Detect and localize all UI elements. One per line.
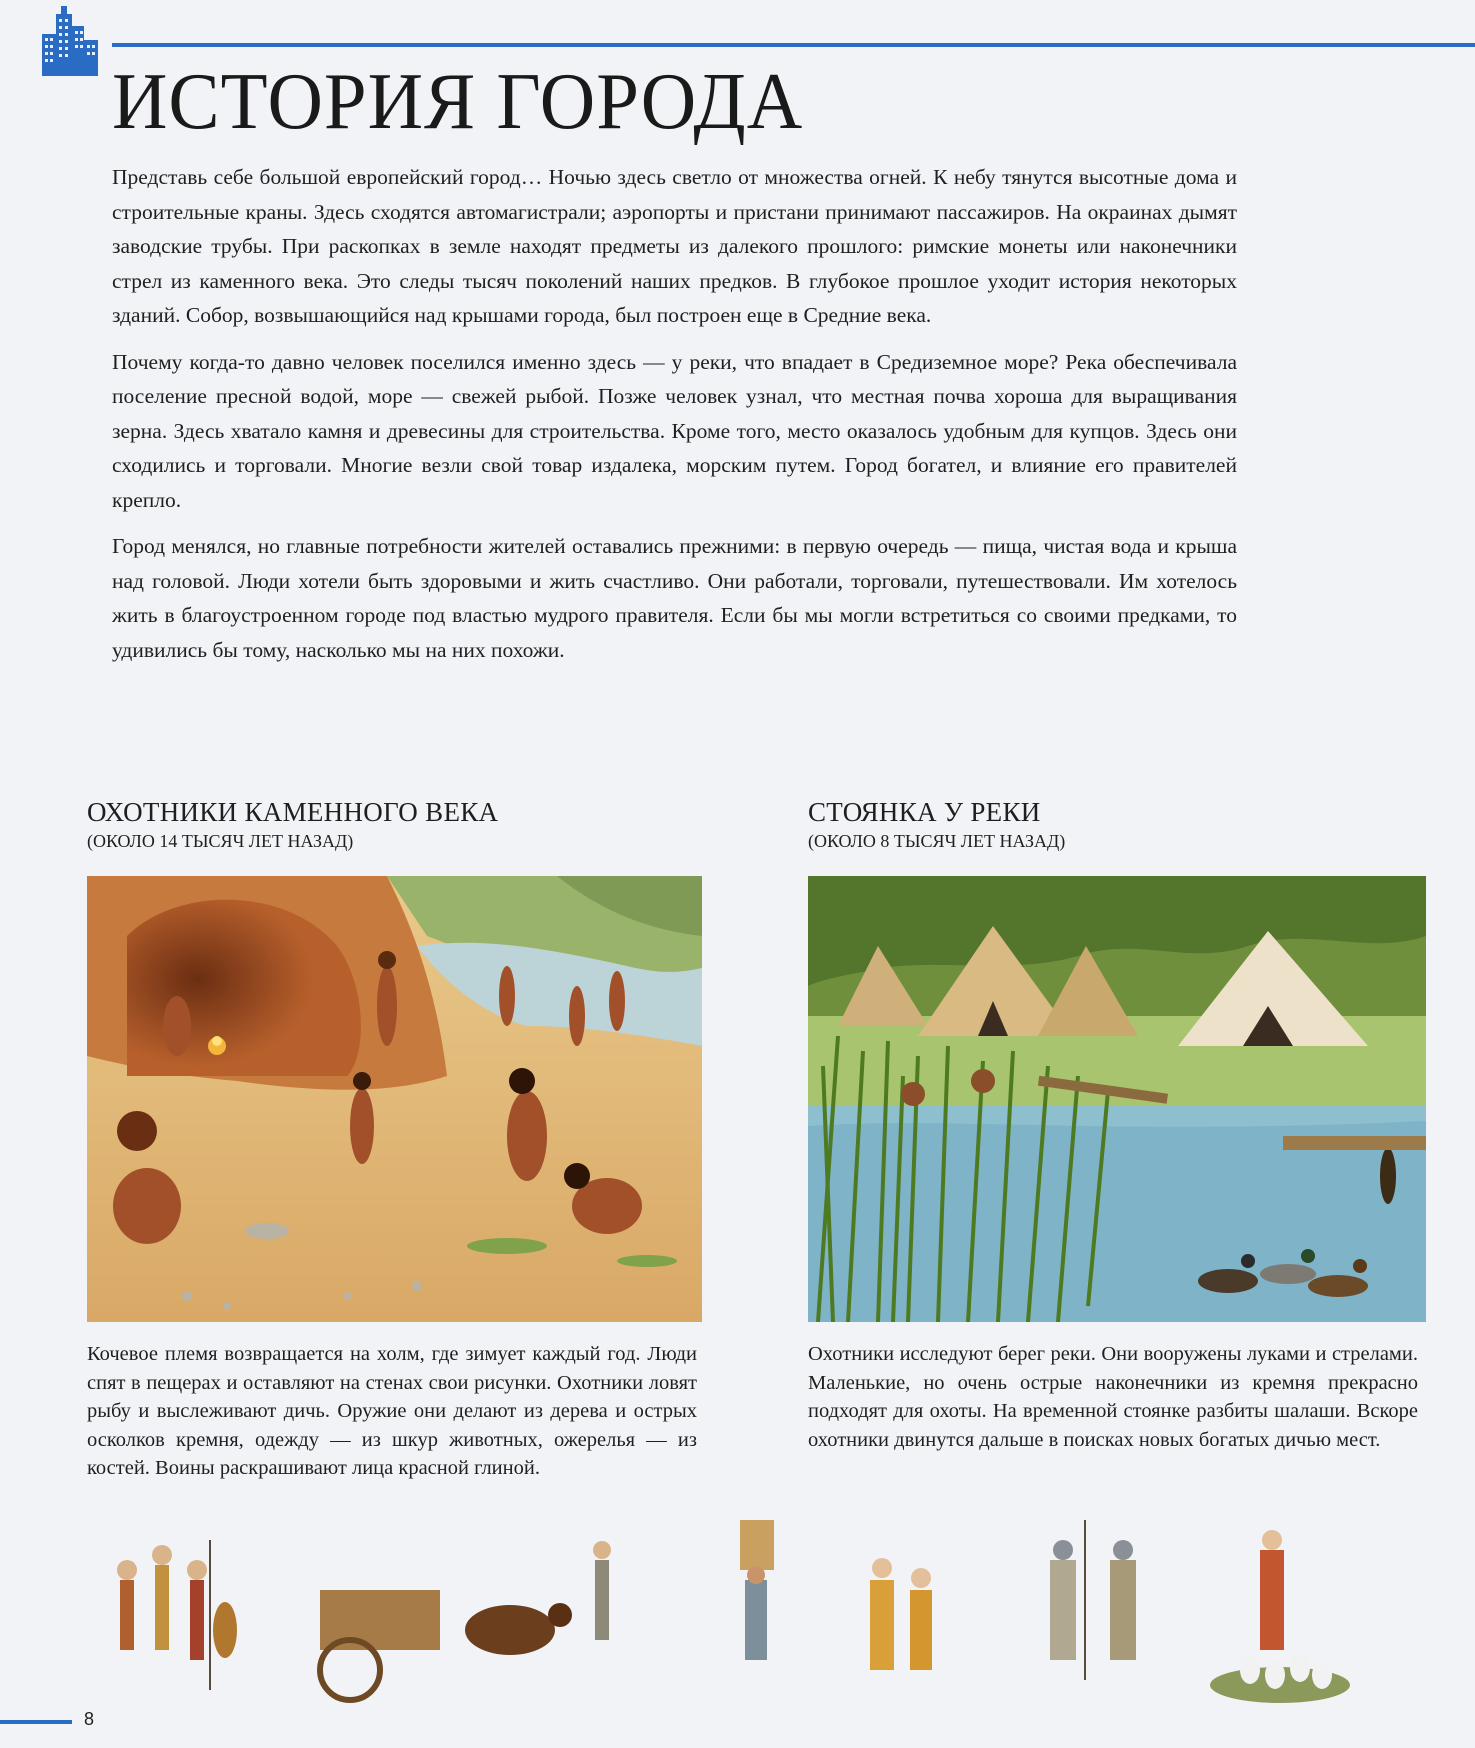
header-rule	[112, 43, 1475, 47]
intro-paragraph-2: Почему когда-то давно человек поселился именно здесь — у реки, что впадает в Средиземное море? Река обеспечивала поселение пресной водой, море — свежей рыбой. Позже человек узнал, что местная почва хороша для выращивания зерна. Здесь хватало камня и древесины для строительства. Кроме того, место оказалось удобным для купцов. Здесь они сходились и торговали. Многие везли свой товар издалека, морским путем. Город богател, и влияние его правителей крепло.	[112, 349, 1237, 512]
ox-cart-figure	[320, 1541, 611, 1700]
intro-paragraph-3: Город менялся, но главные потребности жителей оставались прежними: в первую очередь — пища, чистая вода и крыша над головой. Люди хотели быть здоровыми и жить счастливо. Они работали, торговали, путешествовали. Им хотелось жить в благоустроенном городе под властью мудрого правителя. Если бы мы могли встретиться со своими предками, то удивились бы тому, насколько мы на них похожи.	[112, 534, 1237, 662]
intro-text	[112, 160, 1237, 679]
hunters-caption: Кочевое племя возвращается на холм, где зимует каждый год. Люди спят в пещерах и оставляют на стенах свои рисунки. Охотники ловят рыбу и выслеживают дичь. Оружие они делают из дерева и острых осколков кремня, одежду — из шкур животных, ожерелья — из костей. Воины раскрашивают лица красной глиной.	[87, 1343, 697, 1479]
medieval-guards-figure	[1050, 1520, 1136, 1680]
page-number: 8	[84, 1709, 95, 1729]
basket-carrier-figure	[740, 1520, 774, 1660]
river-camp-illustration	[808, 876, 1426, 1322]
section-camp-heading	[808, 795, 1428, 852]
section-subtitle: (ОКОЛО 14 ТЫСЯЧ ЛЕТ НАЗАД)	[87, 831, 354, 851]
section-title: СТОЯНКА У РЕКИ	[808, 797, 1041, 827]
intro-paragraph-1: Представь себе большой европейский город… Ночью здесь светло от множества огней. К небу тянутся высотные дома и строительные краны. Здесь сходятся автомагистрали; аэропорты и пристани принимают пассажиров. На окраинах дымят заводские трубы. При раскопках в земле находят предметы из далекого прошлого: римские монеты или наконечники стрел из каменного века. Это следы тысяч поколений наших предков. В глубокое прошлое уходит история некоторых зданий. Собор, возвышающийся над крышами города, был построен еще в Средние века.	[112, 165, 1237, 327]
section-hunters-heading	[87, 795, 707, 852]
medieval-servants-figure	[870, 1558, 932, 1670]
camp-caption: Охотники исследуют берег реки. Они вооружены луками и стрелами. Маленькие, но очень острые наконечники из кремня прекрасно подходят для охоты. На временной стоянке разбиты шалаши. Вскоре охотники двинутся дальше в поисках новых богатых дичью мест.	[808, 1343, 1418, 1451]
roman-soldiers-figure	[117, 1540, 237, 1690]
section-subtitle: (ОКОЛО 8 ТЫСЯЧ ЛЕТ НАЗАД)	[808, 831, 1066, 851]
historical-figures-strip	[100, 1520, 1400, 1720]
footer-rule	[0, 1720, 72, 1724]
goose-herder-figure	[1210, 1530, 1350, 1703]
page-title: ИСТОРИЯ ГОРОДА	[112, 58, 804, 146]
stone-age-hunters-illustration	[87, 876, 702, 1322]
section-title: ОХОТНИКИ КАМЕННОГО ВЕКА	[87, 797, 499, 827]
city-buildings-icon	[40, 4, 100, 76]
